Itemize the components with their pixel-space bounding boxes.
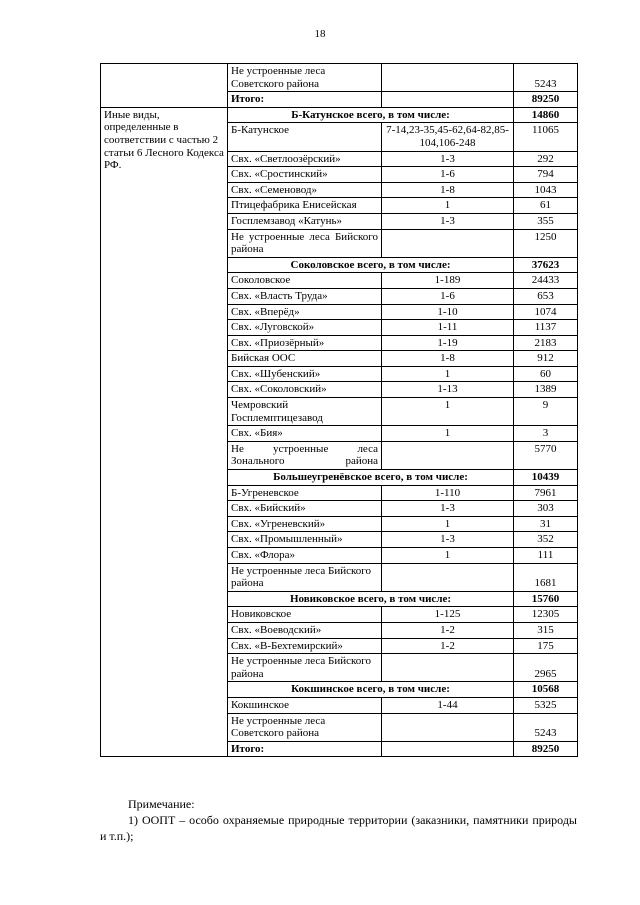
row-kv: 1-6 <box>382 167 514 183</box>
row-name: Свх. «Семеновод» <box>228 182 382 198</box>
table-row <box>101 64 578 92</box>
row-area: 31 <box>514 516 578 532</box>
total-empty <box>382 92 514 108</box>
section-title: Кокшинское всего, в том числе: <box>228 682 514 698</box>
row-name: Свх. «Соколовский» <box>228 382 382 398</box>
row-kv: 7-14,23-35,45-62,64-82,85-104,106-248 <box>382 123 514 151</box>
total-value: 89250 <box>514 741 578 757</box>
row-name: Свх. «Промышленный» <box>228 532 382 548</box>
row-area: 5243 <box>514 713 578 741</box>
row-area: 292 <box>514 151 578 167</box>
row-kv: 1-3 <box>382 151 514 167</box>
row-name: Бийская ООС <box>228 351 382 367</box>
row-kv: 1 <box>382 398 514 426</box>
row-kv: 1-44 <box>382 697 514 713</box>
row-area: 1043 <box>514 182 578 198</box>
row-area: 9 <box>514 398 578 426</box>
row-area: 355 <box>514 213 578 229</box>
notes-block <box>100 796 577 844</box>
row-area: 1137 <box>514 320 578 336</box>
row-kv <box>382 654 514 682</box>
row-kv: 1-3 <box>382 501 514 517</box>
total-label: Итого: <box>228 92 382 108</box>
row-kv: 1-10 <box>382 304 514 320</box>
row-area: 5243 <box>514 64 578 92</box>
section-total: 15760 <box>514 591 578 607</box>
row-name: Б-Катунское <box>228 123 382 151</box>
row-kv: 1-3 <box>382 213 514 229</box>
row-kv: 1-8 <box>382 182 514 198</box>
row-area: 1250 <box>514 229 578 257</box>
section-title: Соколовское всего, в том числе: <box>228 257 514 273</box>
total-empty <box>382 741 514 757</box>
row-area: 315 <box>514 622 578 638</box>
row-area: 5770 <box>514 441 578 469</box>
page-number: 18 <box>314 28 326 40</box>
section-header-row <box>101 107 578 123</box>
row-area: 60 <box>514 366 578 382</box>
row-kv: 1 <box>382 516 514 532</box>
row-kv <box>382 64 514 92</box>
row-name: Свх. «В-Бехтемирский» <box>228 638 382 654</box>
row-area: 24433 <box>514 273 578 289</box>
row-kv <box>382 441 514 469</box>
row-kv: 1-11 <box>382 320 514 336</box>
row-name: Не устроенные леса Бийского района <box>228 563 382 591</box>
row-area: 352 <box>514 532 578 548</box>
row-kv: 1 <box>382 426 514 442</box>
row-name: Свх. «Вперёд» <box>228 304 382 320</box>
row-name: Б-Угреневское <box>228 485 382 501</box>
row-kv: 1-2 <box>382 638 514 654</box>
row-area: 1681 <box>514 563 578 591</box>
row-kv: 1-3 <box>382 532 514 548</box>
row-area: 303 <box>514 501 578 517</box>
row-kv: 1-125 <box>382 607 514 623</box>
row-area: 2965 <box>514 654 578 682</box>
row-area: 111 <box>514 548 578 564</box>
row-area: 5325 <box>514 697 578 713</box>
row-name: Свх. «Угреневский» <box>228 516 382 532</box>
row-kv: 1-2 <box>382 622 514 638</box>
row-area: 1389 <box>514 382 578 398</box>
row-name: Новиковское <box>228 607 382 623</box>
section-title: Большеугренёвское всего, в том числе: <box>228 470 514 486</box>
row-name: Птицефабрика Енисейская <box>228 198 382 214</box>
row-name: Свх. «Шубенский» <box>228 366 382 382</box>
row-area: 2183 <box>514 335 578 351</box>
row-kv: 1 <box>382 198 514 214</box>
category-cell-empty <box>101 64 228 108</box>
row-name: Свх. «Бия» <box>228 426 382 442</box>
row-name: Госплемзавод «Катунь» <box>228 213 382 229</box>
row-kv: 1-8 <box>382 351 514 367</box>
row-name: Не устроенные леса Зонального района <box>228 441 382 469</box>
section-total: 10439 <box>514 470 578 486</box>
row-area: 7961 <box>514 485 578 501</box>
row-kv: 1-6 <box>382 288 514 304</box>
row-area: 11065 <box>514 123 578 151</box>
row-area: 61 <box>514 198 578 214</box>
section-total: 37623 <box>514 257 578 273</box>
row-name: Не устроенные леса Бийского района <box>228 229 382 257</box>
row-area: 12305 <box>514 607 578 623</box>
row-name: Не устроенные леса Советского района <box>228 713 382 741</box>
notes-title: Примечание: <box>128 797 195 811</box>
row-kv: 1-189 <box>382 273 514 289</box>
row-kv: 1 <box>382 548 514 564</box>
row-area: 1074 <box>514 304 578 320</box>
total-value: 89250 <box>514 92 578 108</box>
row-name: Кокшинское <box>228 697 382 713</box>
row-name: Свх. «Бийский» <box>228 501 382 517</box>
row-name: Свх. «Приозёрный» <box>228 335 382 351</box>
row-name: Не устроенные леса Советского района <box>228 64 382 92</box>
total-label: Итого: <box>228 741 382 757</box>
row-name: Не устроенные леса Бийского района <box>228 654 382 682</box>
row-name: Свх. «Сростинский» <box>228 167 382 183</box>
row-area: 3 <box>514 426 578 442</box>
row-area: 912 <box>514 351 578 367</box>
row-area: 175 <box>514 638 578 654</box>
row-name: Свх. «Власть Труда» <box>228 288 382 304</box>
forest-table <box>100 63 578 757</box>
row-name: Свх. «Светлоозёрский» <box>228 151 382 167</box>
section-total: 10568 <box>514 682 578 698</box>
section-title: Б-Катунское всего, в том числе: <box>228 107 514 123</box>
row-area: 794 <box>514 167 578 183</box>
note-item: 1) ООПТ – особо охраняемые природные территории (заказники, памятники природы и т.п.); <box>100 813 577 843</box>
row-name: Свх. «Воеводский» <box>228 622 382 638</box>
row-kv: 1-19 <box>382 335 514 351</box>
row-kv: 1-13 <box>382 382 514 398</box>
row-kv <box>382 713 514 741</box>
row-kv <box>382 563 514 591</box>
row-name: Свх. «Луговской» <box>228 320 382 336</box>
row-kv: 1-110 <box>382 485 514 501</box>
row-name: Чемровский Госплемптицезавод <box>228 398 382 426</box>
row-name: Соколовское <box>228 273 382 289</box>
row-kv: 1 <box>382 366 514 382</box>
category-cell: Иные виды, определенные в соответствии с частью 2 статьи 6 Лесного Кодекса РФ. <box>101 107 228 757</box>
row-name: Свх. «Флора» <box>228 548 382 564</box>
row-kv <box>382 229 514 257</box>
section-title: Новиковское всего, в том числе: <box>228 591 514 607</box>
section-total: 14860 <box>514 107 578 123</box>
row-area: 653 <box>514 288 578 304</box>
